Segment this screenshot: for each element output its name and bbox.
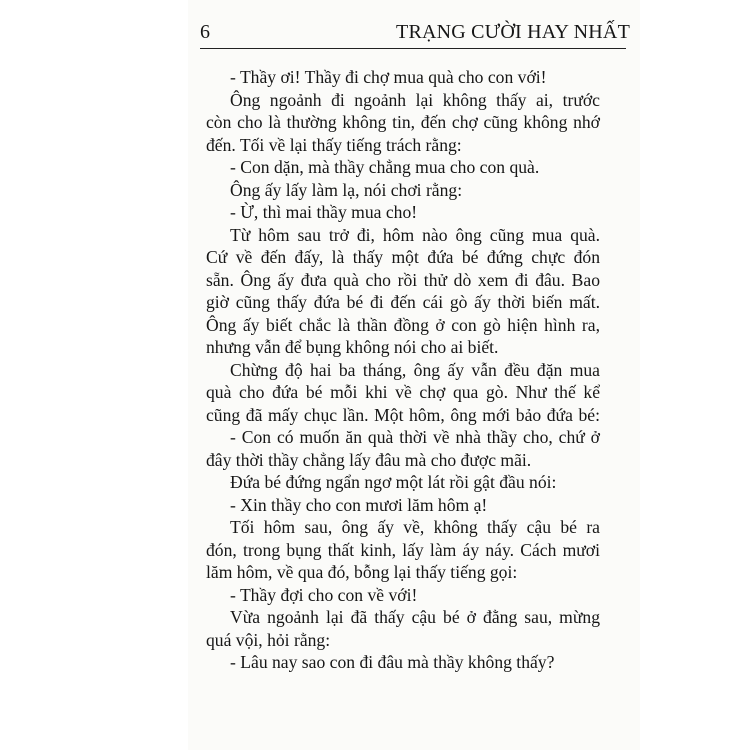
page-header — [200, 18, 630, 48]
text-line: - Thầy đợi cho con về với! — [230, 584, 418, 605]
text-line: Cứ về đến đấy, là thấy một đứa bé đứng chực đón — [206, 247, 600, 267]
text-line: cũng đã mấy chục lần. Một hôm, ông mới bảo đứa bé: — [206, 404, 600, 425]
text-line: - Thầy ơi! Thầy đi chợ mua quà cho con với! — [230, 67, 547, 87]
text-line: - Con có muốn ăn quà thời về nhà thầy cho, chứ ở — [230, 427, 600, 447]
text-line: đón, trong bụng thất kinh, lấy làm áy náy. Cách mươi — [206, 539, 600, 560]
text-line: quá vội, hỏi rằng: — [206, 629, 331, 650]
header-divider — [200, 48, 626, 49]
text-line: Tối hôm sau, ông ấy về, không thấy cậu bé ra — [230, 517, 600, 537]
text-line: đến. Tối về lại thấy tiếng trách rằng: — [206, 134, 462, 155]
text-line: - Con dặn, mà thầy chẳng mua cho con quà. — [230, 157, 540, 177]
text-line: nhưng vẫn để bụng không nói cho ai biết. — [206, 337, 499, 357]
text-line: Ông ấy lấy làm lạ, nói chơi rằng: — [230, 179, 463, 200]
text-line: Chừng độ hai ba tháng, ông ấy vẫn đều đặn mua — [230, 359, 600, 380]
running-title: TRẠNG CƯỜI HAY NHẤT — [396, 21, 630, 43]
text-line: đây thời thầy chẳng lấy đâu mà cho được mãi. — [206, 449, 532, 470]
text-line: quà cho đứa bé mỗi khi về chợ qua gò. Như thế kể — [206, 382, 600, 402]
text-line: Ông ấy biết chắc là thần đồng ở con gò hiện hình ra, — [206, 314, 600, 335]
body-text — [206, 66, 600, 674]
text-line: sẵn. Ông ấy đưa quà cho rồi thử dò xem đi đâu. Bao — [206, 269, 600, 290]
text-line: - Lâu nay sao con đi đâu mà thầy không thấy? — [230, 652, 555, 672]
text-line: Vừa ngoảnh lại đã thấy cậu bé ở đằng sau, mừng — [230, 607, 600, 627]
text-line: Đứa bé đứng ngẩn ngơ một lát rồi gật đầu nói: — [230, 472, 557, 492]
text-line: giờ cũng thấy đứa bé đi đến cái gò ấy thời biến mất. — [206, 292, 600, 312]
text-line: lăm hôm, về qua đó, bỗng lại thấy tiếng gọi: — [206, 562, 518, 582]
text-line: Từ hôm sau trở đi, hôm nào ông cũng mua quà. — [230, 224, 600, 245]
page-number: 6 — [200, 21, 210, 43]
text-line: - Xin thầy cho con mươi lăm hôm ạ! — [230, 494, 488, 515]
text-line: Ông ngoảnh đi ngoảnh lại không thấy ai, trước — [230, 89, 600, 110]
text-line: - Ừ, thì mai thầy mua cho! — [230, 202, 418, 222]
text-line: còn cho là thường không tin, đến chợ cũng không nhớ — [206, 112, 600, 132]
